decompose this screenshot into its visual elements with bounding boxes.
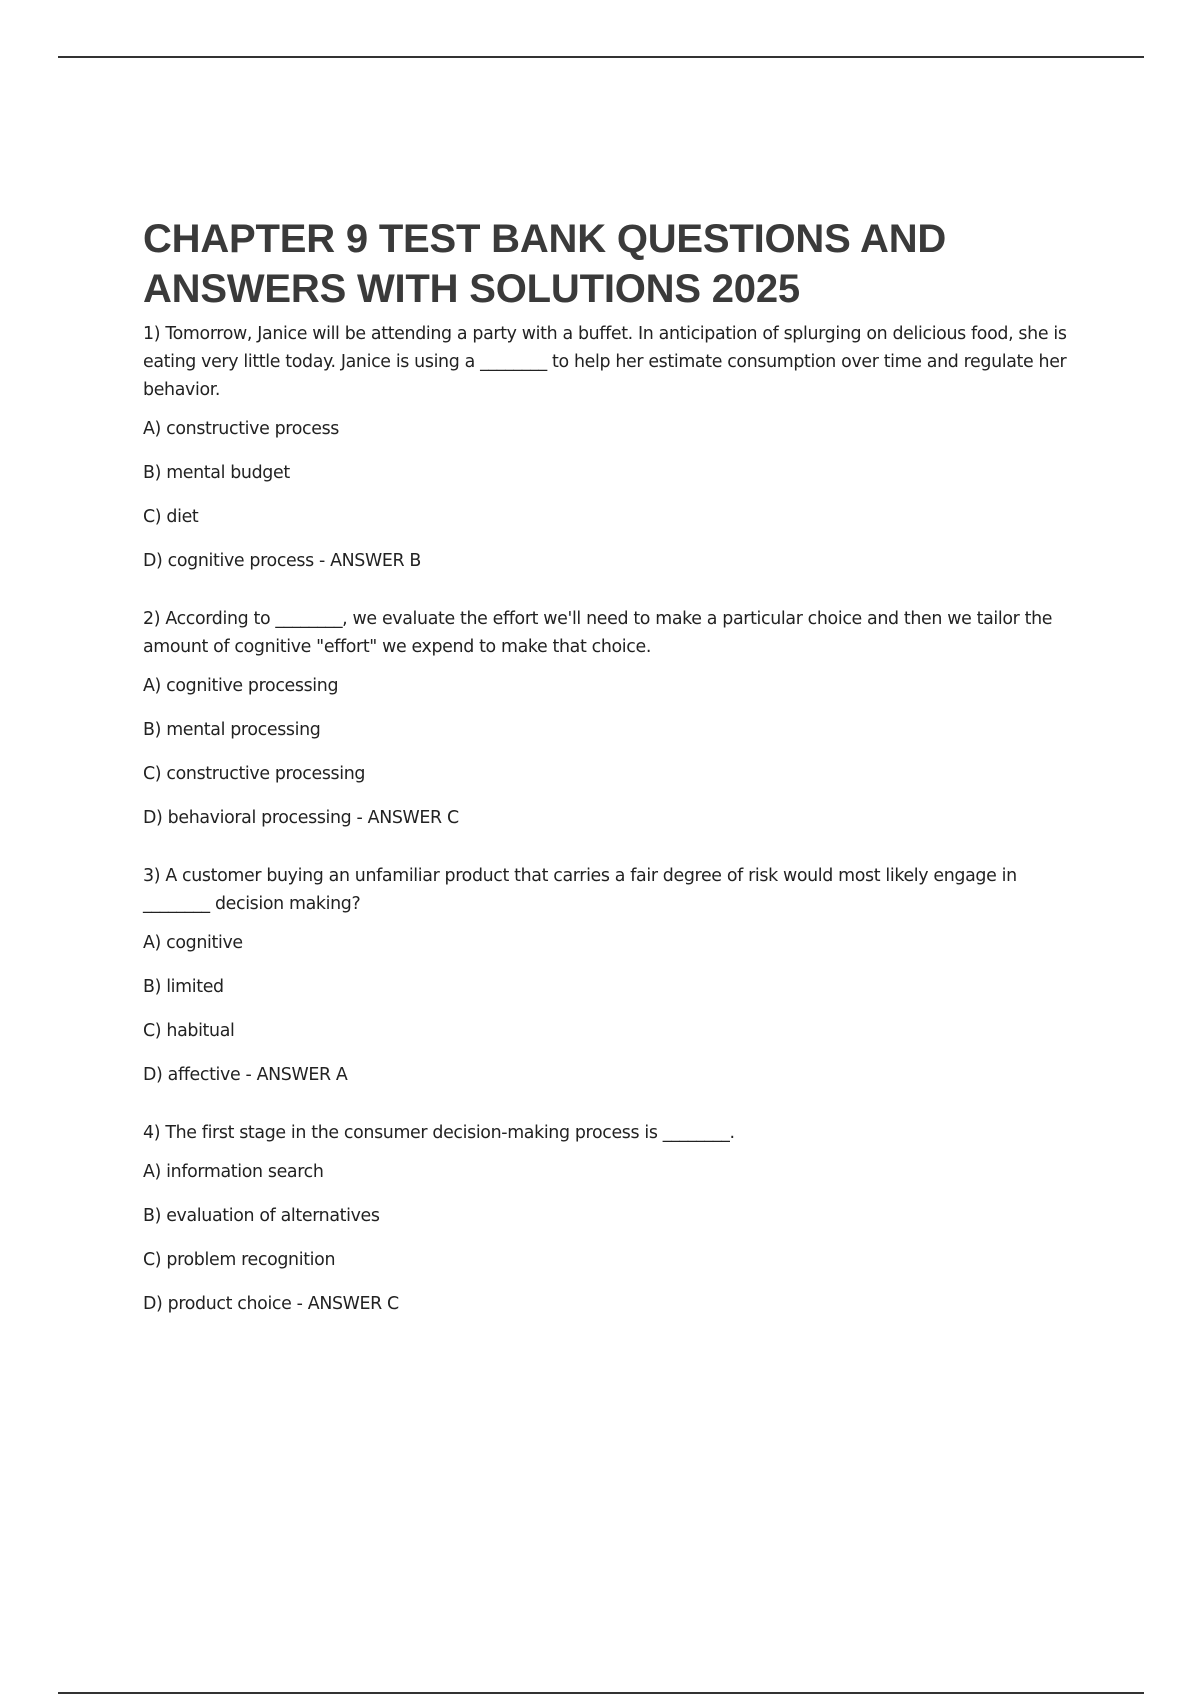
answer-option: D) behavioral processing - ANSWER C (143, 808, 459, 828)
answer-option: A) cognitive processing (143, 676, 339, 696)
answer-option: D) affective - ANSWER A (143, 1065, 348, 1085)
answer-option: C) constructive processing (143, 764, 366, 784)
document-title: CHAPTER 9 TEST BANK QUESTIONS AND ANSWERS WITH SOLUTIONS 2025 (143, 217, 947, 311)
answer-option: B) limited (143, 977, 224, 997)
answer-option: A) information search (143, 1162, 324, 1182)
answer-option: C) habitual (143, 1021, 235, 1041)
document-body (143, 214, 1073, 1348)
answer-option: B) mental budget (143, 463, 290, 483)
question-text: 2) According to ________, we evaluate the effort we'll need to make a particular choice and then we tailor the amount of cognitive "effort" we expend to make that choice. (143, 609, 1053, 657)
question-text: 4) The first stage in the consumer decision-making process is ________. (143, 1123, 735, 1143)
question-text: 3) A customer buying an unfamiliar product that carries a fair degree of risk would most likely engage in ________ decision making? (143, 866, 1017, 914)
answer-option: A) constructive process (143, 419, 339, 439)
answer-option: A) cognitive (143, 933, 243, 953)
answer-option: B) evaluation of alternatives (143, 1206, 380, 1226)
answer-option: D) product choice - ANSWER C (143, 1294, 399, 1314)
answer-option: B) mental processing (143, 720, 321, 740)
footer-rule (58, 1692, 1144, 1694)
answer-option: D) cognitive process - ANSWER B (143, 551, 421, 571)
answer-option: C) problem recognition (143, 1250, 336, 1270)
question-block (143, 1119, 1073, 1315)
question-text: 1) Tomorrow, Janice will be attending a party with a buffet. In anticipation of splurging on delicious food, she is eating very little today. Janice is using a ________ to help her estimate consumption over time and regulate her behavior. (143, 324, 1067, 400)
question-block (143, 862, 1073, 1086)
question-block (143, 605, 1073, 829)
answer-option: C) diet (143, 507, 199, 527)
question-block (143, 320, 1073, 572)
header-rule (58, 56, 1144, 58)
